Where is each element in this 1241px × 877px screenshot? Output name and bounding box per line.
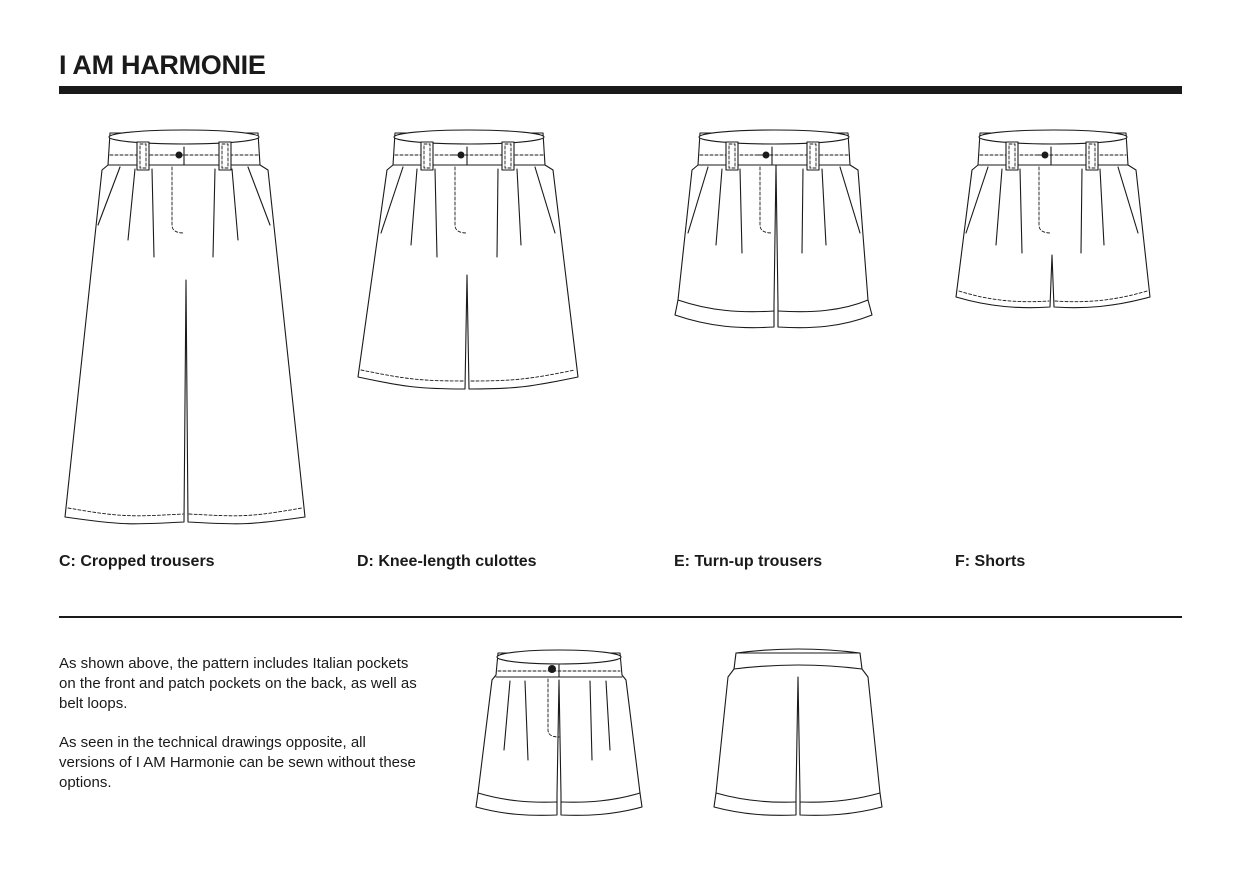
caption-turn-up-trousers: E: Turn-up trousers (674, 553, 823, 570)
notes-paragraph-options: As seen in the technical drawings opposite, all versions of I AM Harmonie can be sewn without these options. (59, 734, 416, 791)
notes-paragraph-pockets: As shown above, the pattern includes Italian pockets on the front and patch pockets on the back, as well as belt loops. (59, 655, 417, 712)
shorts-drawing (950, 125, 1160, 315)
turn-up-trousers-drawing (670, 125, 880, 335)
plain-front-view-drawing (470, 645, 650, 820)
title-divider (59, 86, 1182, 94)
caption-shorts: F: Shorts (955, 553, 1026, 570)
page-title: I AM HARMONIE (59, 50, 266, 80)
caption-knee-length-culottes: D: Knee-length culottes (357, 553, 537, 570)
plain-back-view-drawing (710, 645, 890, 820)
knee-length-culottes-drawing (355, 125, 585, 395)
section-divider (59, 616, 1182, 618)
caption-cropped-trousers: C: Cropped trousers (59, 553, 215, 570)
cropped-trousers-drawing (60, 125, 310, 530)
